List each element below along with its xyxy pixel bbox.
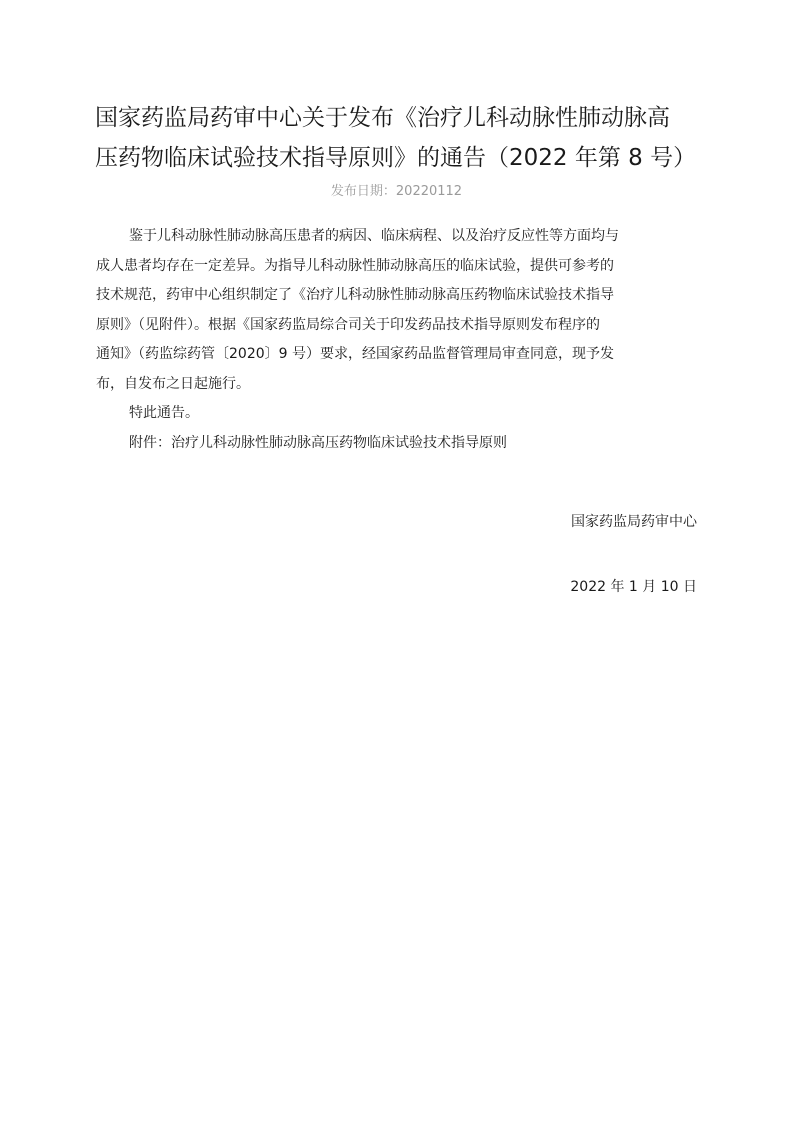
title-line-2: 压药物临床试验技术指导原则》的通告（2022 年第 8 号）: [95, 145, 697, 171]
signature-date: 2022 年 1 月 10 日: [570, 579, 697, 595]
paragraph-1-line: 技术规范，药审中心组织制定了《治疗儿科动脉性肺动脉高压药物临床试验技术指导: [96, 287, 614, 303]
notice-body: [96, 222, 706, 458]
paragraph-1-line: 布，自发布之日起施行。: [96, 375, 250, 392]
page-title: [95, 98, 710, 178]
paragraph-1-line: 成人患者均存在一定差异。为指导儿科动脉性肺动脉高压的临床试验，提供可参考的: [96, 257, 614, 274]
title-line-1: 国家药监局药审中心关于发布《治疗儿科动脉性肺动脉高: [95, 105, 670, 131]
paragraph-1-line: 原则》（见附件）。根据《国家药监局综合司关于印发药品技术指导原则发布程序的: [96, 316, 600, 333]
closing-statement: 特此通告。: [129, 405, 199, 421]
publish-date: 发布日期：20220112: [330, 184, 463, 199]
signature-organization: 国家药监局药审中心: [571, 514, 697, 530]
paragraph-1-line: 鉴于儿科动脉性肺动脉高压患者的病因、临床病程、以及治疗反应性等方面均与: [129, 228, 619, 244]
paragraph-1-line: 通知》（药监综药管〔2020〕9 号）要求，经国家药品监督管理局审查同意，现予发: [96, 346, 614, 362]
attachment-reference: 附件：治疗儿科动脉性肺动脉高压药物临床试验技术指导原则: [129, 434, 507, 451]
